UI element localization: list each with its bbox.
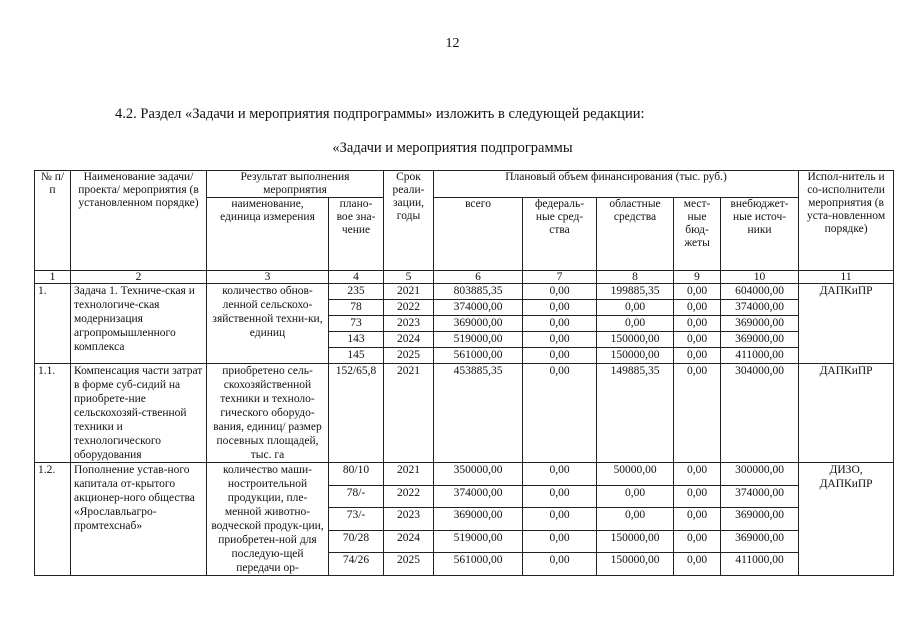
header-fin-local: мест-ные бюд-жеты	[674, 198, 721, 271]
table-row	[35, 284, 894, 300]
table-body	[35, 171, 894, 576]
financing-extra-budget: 374000,00	[721, 300, 799, 316]
column-number: 8	[597, 271, 674, 284]
planned-value: 70/28	[329, 530, 384, 553]
year: 2023	[384, 508, 434, 531]
financing-regional: 0,00	[597, 300, 674, 316]
financing-federal: 0,00	[523, 463, 597, 486]
financing-total: 561000,00	[434, 553, 523, 576]
header-num: № п/п	[35, 171, 71, 271]
header-financing-group: Плановый объем финансирования (тыс. руб.)	[434, 171, 799, 198]
header-fin-extra: внебюджет-ные источ-ники	[721, 198, 799, 271]
table-row	[35, 364, 894, 463]
year: 2021	[384, 364, 434, 463]
planned-value: 143	[329, 332, 384, 348]
financing-regional: 199885,35	[597, 284, 674, 300]
header-row-1	[35, 171, 894, 198]
financing-regional: 149885,35	[597, 364, 674, 463]
header-result-group: Результат выполнения мероприятия	[207, 171, 384, 198]
header-term: Срок реали-зации, годы	[384, 171, 434, 271]
financing-total: 374000,00	[434, 485, 523, 508]
column-number: 10	[721, 271, 799, 284]
section-heading: 4.2. Раздел «Задачи и мероприятия подпрограммы» изложить в следующей редакции:	[115, 106, 645, 122]
financing-extra-budget: 369000,00	[721, 508, 799, 531]
header-fin-federal: федераль-ные сред-ства	[523, 198, 597, 271]
column-number: 9	[674, 271, 721, 284]
planned-value: 80/10	[329, 463, 384, 486]
financing-local: 0,00	[674, 485, 721, 508]
result-description: количество обнов-ленной сельскохо-зяйственной техни-ки, единиц	[207, 284, 329, 364]
header-name: Наименование задачи/проекта/ мероприятия (в установленном порядке)	[71, 171, 207, 271]
financing-total: 453885,35	[434, 364, 523, 463]
header-fin-total: всего	[434, 198, 523, 271]
financing-local: 0,00	[674, 530, 721, 553]
financing-total: 519000,00	[434, 332, 523, 348]
year: 2024	[384, 530, 434, 553]
year: 2023	[384, 316, 434, 332]
financing-federal: 0,00	[523, 530, 597, 553]
table-row	[35, 463, 894, 486]
task-name: Компенсация части затрат в форме суб-сидий на приобрете-ние сельскохозяй-ственной техники и технологического оборудования	[71, 364, 207, 463]
column-number-row	[35, 271, 894, 284]
financing-local: 0,00	[674, 316, 721, 332]
planned-value: 145	[329, 348, 384, 364]
financing-total: 374000,00	[434, 300, 523, 316]
executor: ДАПКиПР	[799, 364, 894, 463]
financing-extra-budget: 304000,00	[721, 364, 799, 463]
financing-local: 0,00	[674, 364, 721, 463]
financing-total: 350000,00	[434, 463, 523, 486]
financing-regional: 150000,00	[597, 530, 674, 553]
financing-total: 369000,00	[434, 316, 523, 332]
tasks-table	[34, 170, 894, 576]
planned-value: 73	[329, 316, 384, 332]
table-title: «Задачи и мероприятия подпрограммы	[332, 140, 573, 156]
task-name: Задача 1. Техниче-ская и технологиче-ская модернизация агропромышленного комплекса	[71, 284, 207, 364]
planned-value: 235	[329, 284, 384, 300]
financing-extra-budget: 374000,00	[721, 485, 799, 508]
financing-total: 369000,00	[434, 508, 523, 531]
header-result-plan: плано-вое зна-чение	[329, 198, 384, 271]
column-number: 3	[207, 271, 329, 284]
financing-extra-budget: 300000,00	[721, 463, 799, 486]
financing-extra-budget: 369000,00	[721, 316, 799, 332]
financing-extra-budget: 411000,00	[721, 553, 799, 576]
year: 2022	[384, 485, 434, 508]
financing-extra-budget: 604000,00	[721, 284, 799, 300]
row-number: 1.2.	[35, 463, 71, 576]
financing-federal: 0,00	[523, 508, 597, 531]
column-number: 5	[384, 271, 434, 284]
header-executor: Испол-нитель и со-исполнители мероприятия (в уста-новленном порядке)	[799, 171, 894, 271]
row-number: 1.	[35, 284, 71, 364]
financing-federal: 0,00	[523, 284, 597, 300]
column-number: 6	[434, 271, 523, 284]
financing-regional: 0,00	[597, 316, 674, 332]
financing-local: 0,00	[674, 553, 721, 576]
financing-local: 0,00	[674, 508, 721, 531]
financing-federal: 0,00	[523, 332, 597, 348]
financing-total: 519000,00	[434, 530, 523, 553]
financing-federal: 0,00	[523, 553, 597, 576]
financing-extra-budget: 369000,00	[721, 332, 799, 348]
financing-federal: 0,00	[523, 348, 597, 364]
financing-regional: 150000,00	[597, 348, 674, 364]
financing-federal: 0,00	[523, 316, 597, 332]
year: 2021	[384, 463, 434, 486]
column-number: 2	[71, 271, 207, 284]
planned-value: 78/-	[329, 485, 384, 508]
financing-regional: 150000,00	[597, 553, 674, 576]
row-number: 1.1.	[35, 364, 71, 463]
column-number: 1	[35, 271, 71, 284]
financing-local: 0,00	[674, 284, 721, 300]
financing-total: 803885,35	[434, 284, 523, 300]
financing-local: 0,00	[674, 300, 721, 316]
year: 2024	[384, 332, 434, 348]
executor: ДАПКиПР	[799, 284, 894, 364]
financing-local: 0,00	[674, 463, 721, 486]
header-fin-regional: областные средства	[597, 198, 674, 271]
financing-federal: 0,00	[523, 300, 597, 316]
result-description: количество маши-ностроительной продукции, пле-менной животно-водческой продук-ции, приобретен-ной для последую-щей передачи ор-	[207, 463, 329, 576]
financing-federal: 0,00	[523, 364, 597, 463]
financing-regional: 0,00	[597, 485, 674, 508]
planned-value: 78	[329, 300, 384, 316]
financing-local: 0,00	[674, 332, 721, 348]
result-description: приобретено сель-скохозяйственной техники и техноло-гического оборудо-вания, единиц/ размер посевных площадей, тыс. га	[207, 364, 329, 463]
header-result-name: наименование, единица измерения	[207, 198, 329, 271]
year: 2025	[384, 348, 434, 364]
column-number: 7	[523, 271, 597, 284]
task-name: Пополнение устав-ного капитала от-крытого акционер-ного общества «Ярославльагро-промтехснаб»	[71, 463, 207, 576]
financing-extra-budget: 369000,00	[721, 530, 799, 553]
planned-value: 152/65,8	[329, 364, 384, 463]
financing-regional: 50000,00	[597, 463, 674, 486]
year: 2021	[384, 284, 434, 300]
planned-value: 74/26	[329, 553, 384, 576]
column-number: 4	[329, 271, 384, 284]
page-number: 12	[445, 36, 460, 51]
financing-total: 561000,00	[434, 348, 523, 364]
executor: ДИЗО, ДАПКиПР	[799, 463, 894, 576]
financing-local: 0,00	[674, 348, 721, 364]
column-number: 11	[799, 271, 894, 284]
financing-extra-budget: 411000,00	[721, 348, 799, 364]
financing-regional: 150000,00	[597, 332, 674, 348]
planned-value: 73/-	[329, 508, 384, 531]
year: 2025	[384, 553, 434, 576]
financing-regional: 0,00	[597, 508, 674, 531]
financing-federal: 0,00	[523, 485, 597, 508]
year: 2022	[384, 300, 434, 316]
